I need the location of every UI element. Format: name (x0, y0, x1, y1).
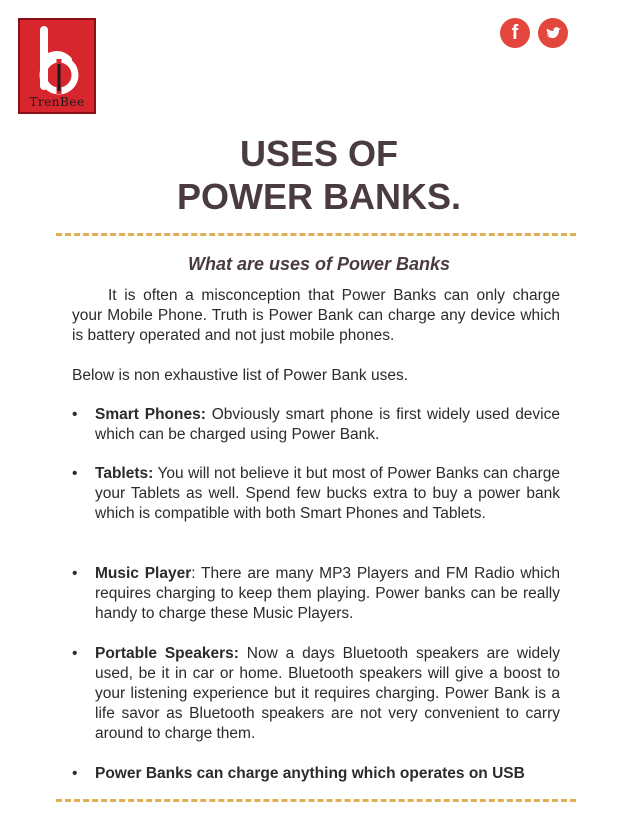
item-text: : There are many MP3 Players and FM Radio which requires charging to keep them playing. Power banks can be really handy to charge these Music Players. (95, 565, 560, 622)
bullet-icon: • (72, 645, 78, 662)
list-intro-paragraph: Below is non exhaustive list of Power Bank uses. (72, 367, 409, 384)
item-label: Music Player (95, 565, 192, 582)
item-text: Now a days Bluetooth speakers are widely used, be it in car or home. Bluetooth speakers will give a boost to your listening experience but it requires charging. Power Bank is a life savor as Bluetooth speakers are not very convenient to carry around to charge them. (95, 645, 560, 742)
logo-text: TrenBee (29, 95, 85, 109)
page-title-line-2: POWER BANKS. (176, 176, 461, 217)
intro-paragraph: It is often a misconception that Power Banks can only charge your Mobile Phone. Truth is Power Bank can charge any device which is battery operated and not just mobile phones. (72, 287, 560, 344)
facebook-icon[interactable]: f (500, 18, 530, 48)
item-label: Smart Phones: (95, 406, 206, 423)
bottom-divider (56, 799, 576, 802)
trenbee-logo[interactable] (18, 18, 96, 114)
bullet-icon: • (72, 765, 78, 782)
page-title-line-1: USES OF (239, 133, 399, 174)
bullet-icon: • (72, 406, 78, 423)
section-subtitle: What are uses of Power Banks (187, 254, 451, 274)
top-divider (56, 233, 576, 236)
bullet-icon: • (72, 565, 78, 582)
item-label: Tablets: (95, 465, 154, 482)
twitter-icon[interactable] (538, 18, 568, 48)
item-text: Obviously smart phone is first widely used device which can be charged using Power Bank. (95, 406, 560, 443)
bullet-icon: • (72, 465, 78, 482)
item-text: You will not believe it but most of Power Banks can charge your Tablets as well. Spend few bucks extra to buy a power bank which is compatible with both Smart Phones and Tablets. (95, 465, 560, 522)
closing-text: Power Banks can charge anything which operates on USB (95, 765, 525, 782)
item-label: Portable Speakers: (95, 645, 239, 662)
